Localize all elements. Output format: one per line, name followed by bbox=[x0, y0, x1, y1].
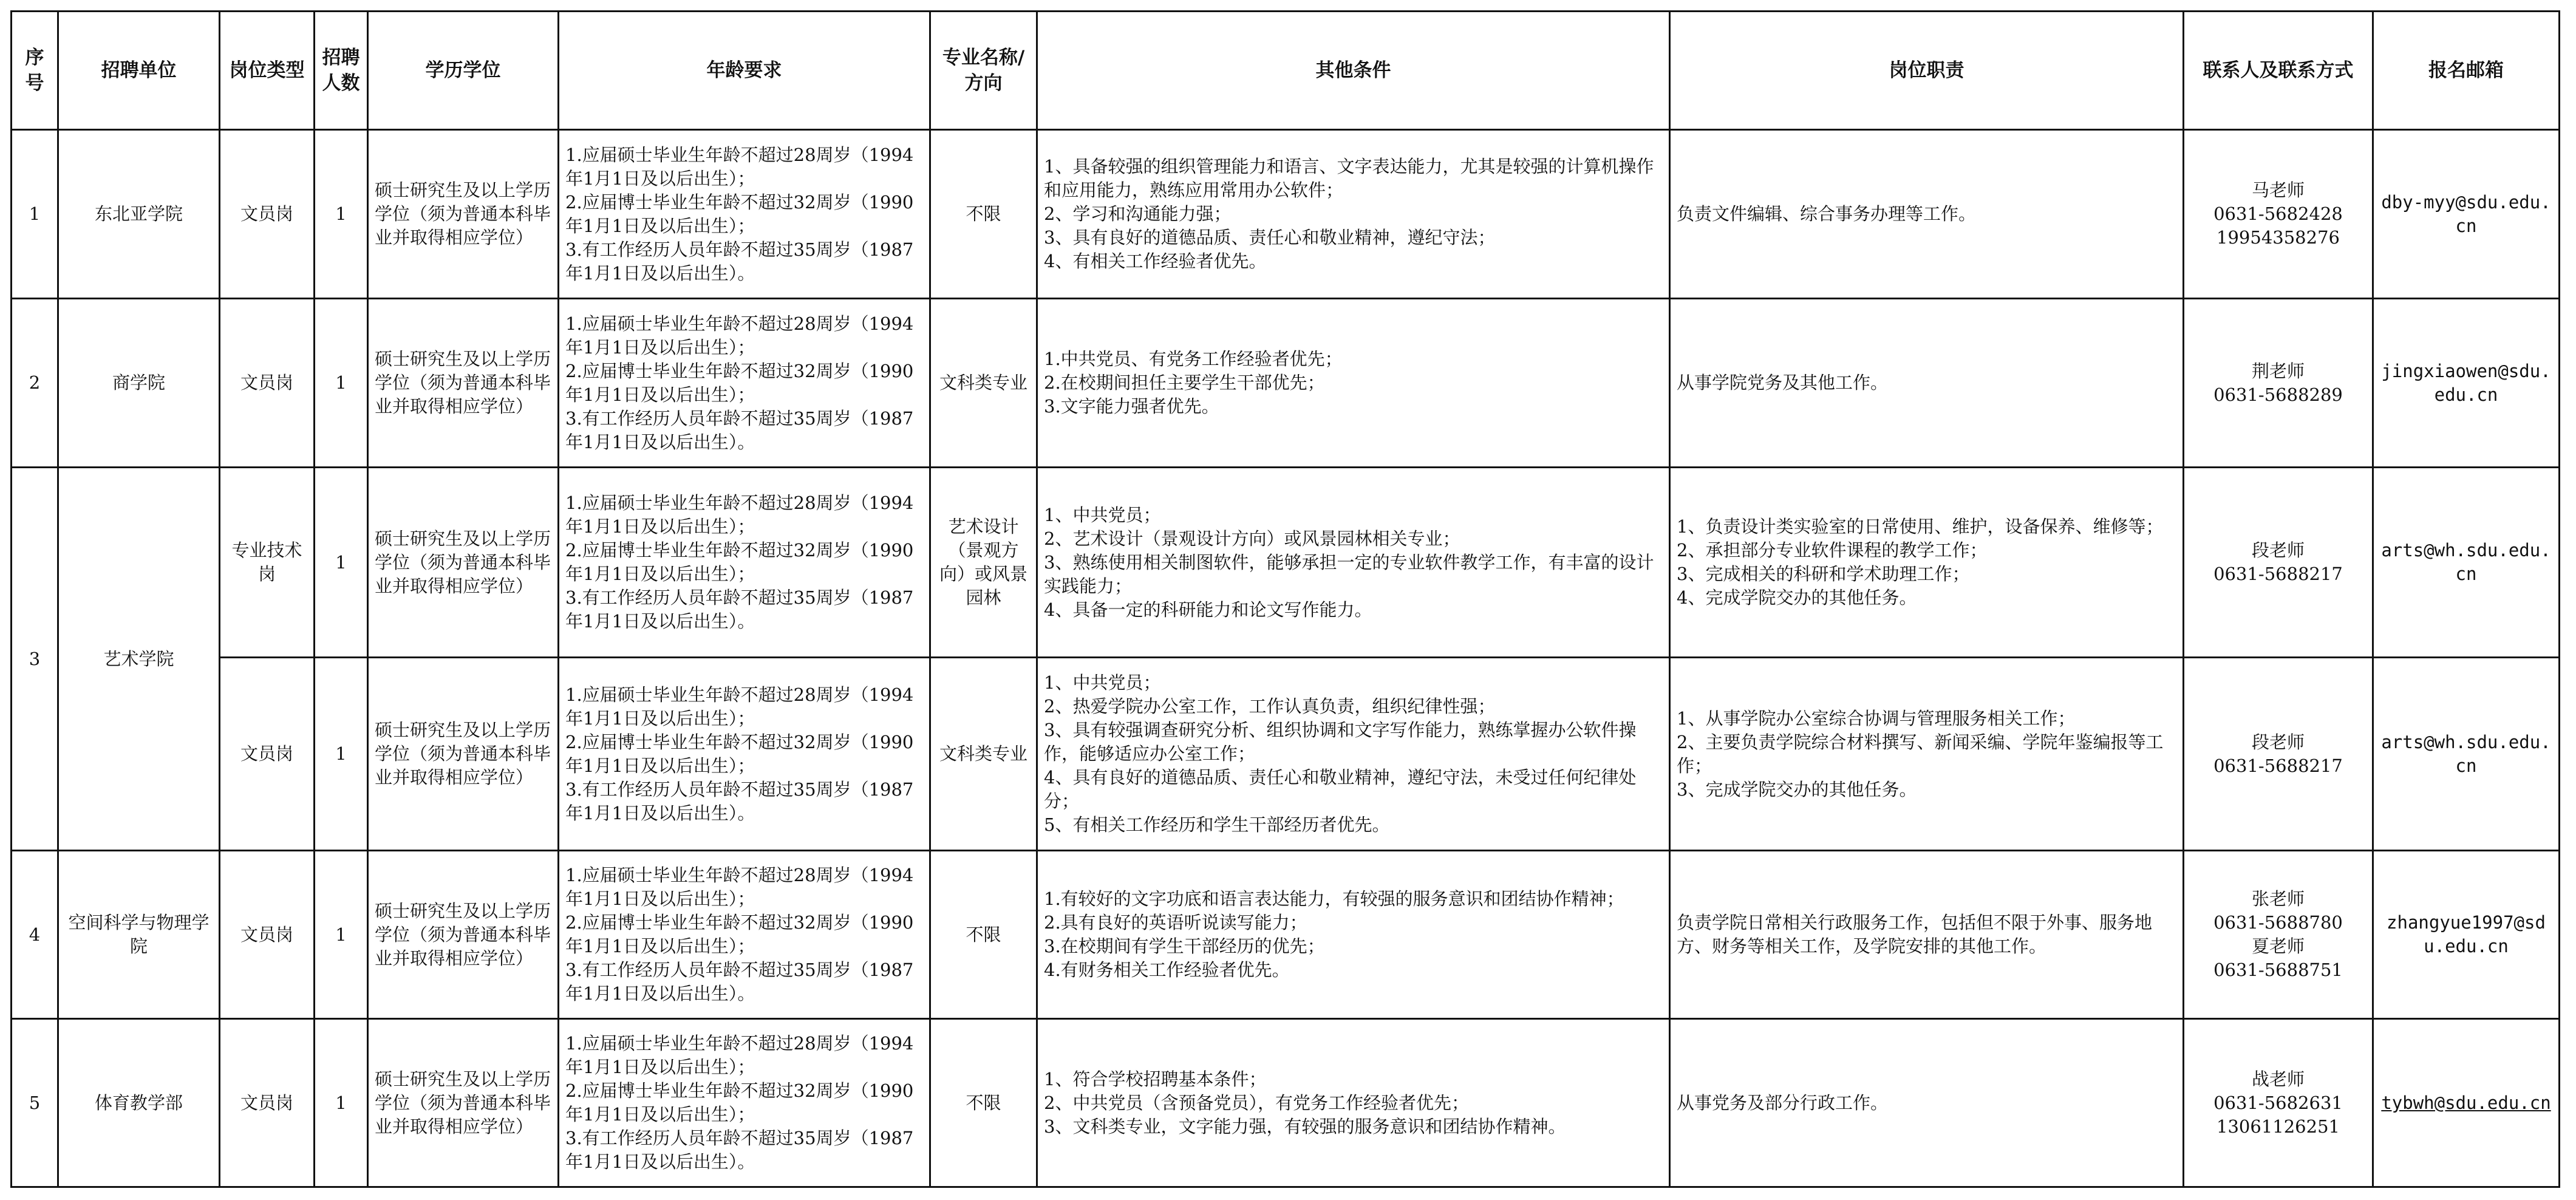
cell-count: 1 bbox=[315, 851, 368, 1019]
cell-other: 1、符合学校招聘基本条件； 2、中共党员（含预备党员），有党务工作经验者优先； 3、文科类专业，文字能力强，有较强的服务意识和团结协作精神。 bbox=[1037, 1019, 1670, 1187]
cell-unit: 体育教学部 bbox=[58, 1019, 220, 1187]
cell-type: 文员岗 bbox=[220, 1019, 315, 1187]
cell-count: 1 bbox=[315, 1019, 368, 1187]
cell-unit: 空间科学与物理学院 bbox=[58, 851, 220, 1019]
cell-duty: 1、从事学院办公室综合协调与管理服务相关工作； 2、主要负责学院综合材料撰写、新闻采编、学院年鉴编报等工作； 3、完成学院交办的其他任务。 bbox=[1670, 658, 2184, 851]
cell-duty: 1、负责设计类实验室的日常使用、维护，设备保养、维修等； 2、承担部分专业软件课程的教学工作； 3、完成相关的科研和学术助理工作； 4、完成学院交办的其他任务。 bbox=[1670, 468, 2184, 658]
table-row bbox=[12, 851, 2560, 1019]
cell-other: 1.有较好的文字功底和语言表达能力，有较强的服务意识和团结协作精神； 2.具有良好的英语听说读写能力； 3.在校期间有学生干部经历的优先； 4.有财务相关工作经验者优先。 bbox=[1037, 851, 1670, 1019]
cell-edu: 硕士研究生及以上学历学位（须为普通本科毕业并取得相应学位） bbox=[368, 299, 559, 468]
cell-contact: 张老师 0631-5688780 夏老师 0631-5688751 bbox=[2184, 851, 2373, 1019]
header-row bbox=[12, 12, 2560, 130]
cell-age: 1.应届硕士毕业生年龄不超过28周岁（1994年1月1日及以后出生）； 2.应届博士毕业生年龄不超过32周岁（1990年1月1日及以后出生）； 3.有工作经历人员年龄不超过35周岁（1987年1月1日及以后出生）。 bbox=[559, 851, 930, 1019]
cell-other: 1、中共党员； 2、艺术设计（景观设计方向）或风景园林相关专业； 3、熟练使用相关制图软件，能够承担一定的专业软件教学工作，有丰富的设计实践能力； 4、具备一定的科研能力和论文写作能力。 bbox=[1037, 468, 1670, 658]
cell-age: 1.应届硕士毕业生年龄不超过28周岁（1994年1月1日及以后出生）； 2.应届博士毕业生年龄不超过32周岁（1990年1月1日及以后出生）； 3.有工作经历人员年龄不超过35周岁（1987年1月1日及以后出生）。 bbox=[559, 130, 930, 299]
cell-major: 不限 bbox=[930, 1019, 1037, 1187]
cell-other: 1、中共党员； 2、热爱学院办公室工作，工作认真负责，组织纪律性强； 3、具有较强调查研究分析、组织协调和文字写作能力，熟练掌握办公软件操作，能够适应办公室工作； 4、具有良好的道德品质、责任心和敬业精神，遵纪守法，未受过任何纪律处分； 5、有相关工作经历和学生干部经历者优先。 bbox=[1037, 658, 1670, 851]
header-other: 其他条件 bbox=[1037, 12, 1670, 130]
cell-contact: 荆老师 0631-5688289 bbox=[2184, 299, 2373, 468]
cell-count: 1 bbox=[315, 658, 368, 851]
cell-unit: 商学院 bbox=[58, 299, 220, 468]
cell-duty: 负责文件编辑、综合事务办理等工作。 bbox=[1670, 130, 2184, 299]
cell-edu: 硕士研究生及以上学历学位（须为普通本科毕业并取得相应学位） bbox=[368, 468, 559, 658]
header-edu: 学历学位 bbox=[368, 12, 559, 130]
cell-count: 1 bbox=[315, 468, 368, 658]
recruitment-table bbox=[10, 10, 2560, 1188]
header-unit: 招聘单位 bbox=[58, 12, 220, 130]
cell-other: 1.中共党员、有党务工作经验者优先； 2.在校期间担任主要学生干部优先； 3.文字能力强者优先。 bbox=[1037, 299, 1670, 468]
email-link[interactable]: dby-myy@sdu.edu.cn bbox=[2373, 130, 2560, 299]
cell-unit: 艺术学院 bbox=[58, 468, 220, 851]
cell-type: 文员岗 bbox=[220, 851, 315, 1019]
cell-major: 不限 bbox=[930, 851, 1037, 1019]
cell-type: 文员岗 bbox=[220, 299, 315, 468]
cell-seq: 4 bbox=[12, 851, 58, 1019]
cell-seq: 1 bbox=[12, 130, 58, 299]
cell-edu: 硕士研究生及以上学历学位（须为普通本科毕业并取得相应学位） bbox=[368, 658, 559, 851]
table-row bbox=[12, 658, 2560, 851]
cell-type: 文员岗 bbox=[220, 658, 315, 851]
table-row bbox=[12, 468, 2560, 658]
cell-major: 艺术设计（景观方向）或风景园林 bbox=[930, 468, 1037, 658]
cell-contact: 马老师 0631-5682428 19954358276 bbox=[2184, 130, 2373, 299]
cell-other: 1、具备较强的组织管理能力和语言、文字表达能力，尤其是较强的计算机操作和应用能力，熟练应用常用办公软件； 2、学习和沟通能力强； 3、具有良好的道德品质、责任心和敬业精神，遵纪守法； 4、有相关工作经验者优先。 bbox=[1037, 130, 1670, 299]
header-contact: 联系人及联系方式 bbox=[2184, 12, 2373, 130]
table-row bbox=[12, 1019, 2560, 1187]
header-type: 岗位类型 bbox=[220, 12, 315, 130]
header-major: 专业名称/方向 bbox=[930, 12, 1037, 130]
cell-duty: 从事学院党务及其他工作。 bbox=[1670, 299, 2184, 468]
table-row bbox=[12, 130, 2560, 299]
cell-edu: 硕士研究生及以上学历学位（须为普通本科毕业并取得相应学位） bbox=[368, 851, 559, 1019]
cell-major: 不限 bbox=[930, 130, 1037, 299]
cell-contact: 段老师 0631-5688217 bbox=[2184, 658, 2373, 851]
header-age: 年龄要求 bbox=[559, 12, 930, 130]
cell-contact: 段老师 0631-5688217 bbox=[2184, 468, 2373, 658]
table-row bbox=[12, 299, 2560, 468]
email-link[interactable]: zhangyue1997@sdu.edu.cn bbox=[2373, 851, 2560, 1019]
email-link[interactable]: arts@wh.sdu.edu.cn bbox=[2373, 658, 2560, 851]
cell-age: 1.应届硕士毕业生年龄不超过28周岁（1994年1月1日及以后出生）； 2.应届博士毕业生年龄不超过32周岁（1990年1月1日及以后出生）； 3.有工作经历人员年龄不超过35周岁（1987年1月1日及以后出生）。 bbox=[559, 299, 930, 468]
header-duty: 岗位职责 bbox=[1670, 12, 2184, 130]
header-seq: 序号 bbox=[12, 12, 58, 130]
cell-type: 文员岗 bbox=[220, 130, 315, 299]
cell-age: 1.应届硕士毕业生年龄不超过28周岁（1994年1月1日及以后出生）； 2.应届博士毕业生年龄不超过32周岁（1990年1月1日及以后出生）； 3.有工作经历人员年龄不超过35周岁（1987年1月1日及以后出生）。 bbox=[559, 468, 930, 658]
cell-seq: 2 bbox=[12, 299, 58, 468]
header-count: 招聘人数 bbox=[315, 12, 368, 130]
cell-seq: 3 bbox=[12, 468, 58, 851]
cell-contact: 战老师 0631-5682631 13061126251 bbox=[2184, 1019, 2373, 1187]
cell-age: 1.应届硕士毕业生年龄不超过28周岁（1994年1月1日及以后出生）； 2.应届博士毕业生年龄不超过32周岁（1990年1月1日及以后出生）； 3.有工作经历人员年龄不超过35周岁（1987年1月1日及以后出生）。 bbox=[559, 1019, 930, 1187]
cell-duty: 负责学院日常相关行政服务工作，包括但不限于外事、服务地方、财务等相关工作，及学院安排的其他工作。 bbox=[1670, 851, 2184, 1019]
cell-edu: 硕士研究生及以上学历学位（须为普通本科毕业并取得相应学位） bbox=[368, 130, 559, 299]
cell-count: 1 bbox=[315, 299, 368, 468]
cell-major: 文科类专业 bbox=[930, 658, 1037, 851]
cell-seq: 5 bbox=[12, 1019, 58, 1187]
email-link[interactable]: jingxiaowen@sdu.edu.cn bbox=[2373, 299, 2560, 468]
cell-unit: 东北亚学院 bbox=[58, 130, 220, 299]
cell-major: 文科类专业 bbox=[930, 299, 1037, 468]
email-link[interactable]: tybwh@sdu.edu.cn bbox=[2373, 1019, 2560, 1187]
email-link[interactable]: arts@wh.sdu.edu.cn bbox=[2373, 468, 2560, 658]
cell-edu: 硕士研究生及以上学历学位（须为普通本科毕业并取得相应学位） bbox=[368, 1019, 559, 1187]
header-email: 报名邮箱 bbox=[2373, 12, 2560, 130]
cell-count: 1 bbox=[315, 130, 368, 299]
cell-type: 专业技术岗 bbox=[220, 468, 315, 658]
cell-duty: 从事党务及部分行政工作。 bbox=[1670, 1019, 2184, 1187]
cell-age: 1.应届硕士毕业生年龄不超过28周岁（1994年1月1日及以后出生）； 2.应届博士毕业生年龄不超过32周岁（1990年1月1日及以后出生）； 3.有工作经历人员年龄不超过35周岁（1987年1月1日及以后出生）。 bbox=[559, 658, 930, 851]
